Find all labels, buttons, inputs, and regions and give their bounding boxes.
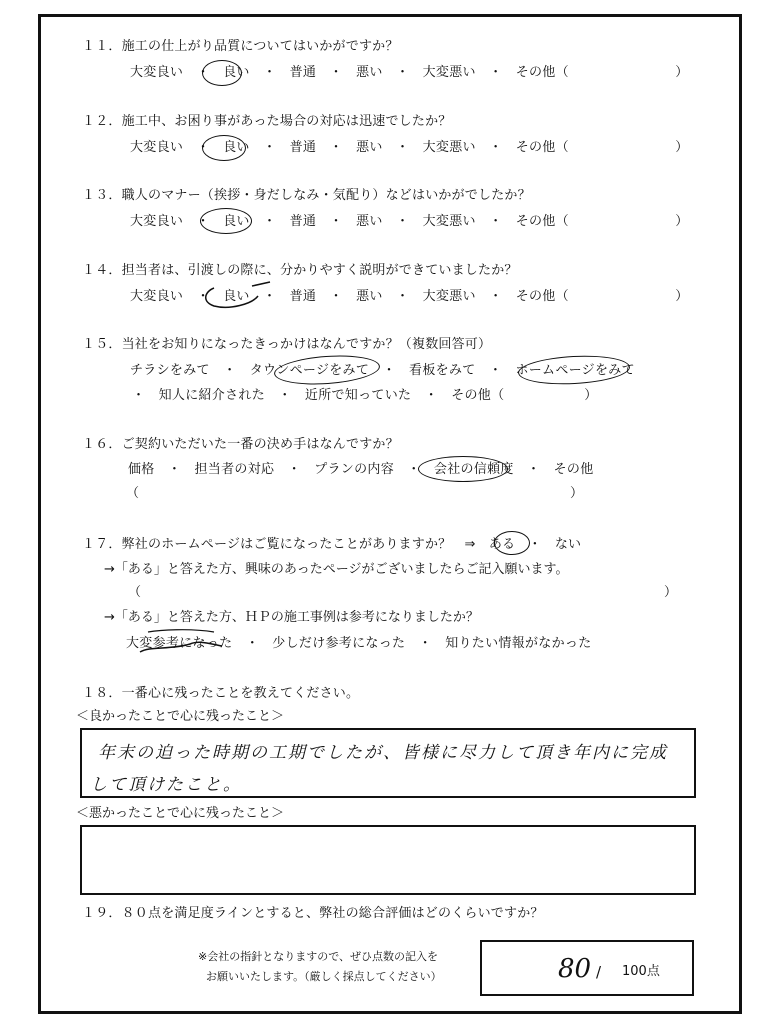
score-box[interactable] [480, 940, 694, 996]
question-13: １３．職人のマナー（挨拶・身だしなみ・気配り）などはいかがでしたか？ [82, 188, 531, 203]
question-11: １１．施工の仕上がり品質についてはいかがですか？ [82, 39, 399, 54]
question-17-open-paren: （ [128, 585, 142, 600]
good-memory-answer-line2: して頂けたこと。 [90, 775, 242, 795]
score-max: 100点 [622, 964, 660, 979]
bad-memory-label: ＜悪かったことで心に残ったこと＞ [76, 806, 285, 821]
q13-selection-circle [200, 208, 252, 234]
question-12-options[interactable]: 大変良い ・ 良い ・ 普通 ・ 悪い ・ 大変悪い ・ その他（ ） [130, 140, 689, 155]
question-15: １５．当社をお知りになったきっかけはなんですか？（複数回答可） [82, 337, 492, 352]
question-15-options-line2[interactable]: ・ 知人に紹介された ・ 近所で知っていた ・ その他（ ） [132, 388, 598, 403]
question-17-sub2-options[interactable]: 大変参考になった ・ 少しだけ参考になった ・ 知りたい情報がなかった [126, 636, 592, 651]
question-16-close-paren: ） [570, 486, 584, 501]
score-note-line1: ※会社の指針となりますので、ぜひ点数の記入を [198, 950, 438, 963]
good-memory-answer-line1: 年末の迫った時期の工期でしたが、皆様に尽力して頂き年内に完成 [98, 743, 668, 763]
question-14: １４．担当者は、引渡しの際に、分かりやすく説明ができていましたか？ [82, 263, 518, 278]
question-17-close-paren: ） [664, 585, 678, 600]
score-value: 80 [558, 954, 592, 984]
question-17[interactable]: １７．弊社のホームページはご覧になったことがありますか？ ⇒ ある ・ ない [82, 537, 582, 552]
score-note-line2: お願いいたします。（厳しく採点してください） [206, 970, 442, 983]
q12-selection-circle [202, 135, 246, 161]
good-memory-label: ＜良かったことで心に残ったこと＞ [76, 709, 285, 724]
question-16: １６．ご契約いただいた一番の決め手はなんですか？ [82, 437, 399, 452]
question-12: １２．施工中、お困り事があった場合の対応は迅速でしたか？ [82, 114, 452, 129]
question-16-open-paren: （ [126, 486, 140, 501]
question-19: １９．８０点を満足度ラインとすると、弊社の総合評価はどのくらいですか？ [82, 906, 544, 921]
q16-selection-circle [418, 456, 508, 482]
score-slash: / [596, 963, 602, 981]
question-15-options-line1[interactable]: チラシをみて ・ タウンページをみて ・ 看板をみて ・ ホームページをみて [130, 363, 635, 378]
bad-memory-answer-box[interactable] [80, 825, 696, 895]
question-13-options[interactable]: 大変良い ・ 良い ・ 普通 ・ 悪い ・ 大変悪い ・ その他（ ） [130, 214, 689, 229]
q11-selection-circle [202, 60, 242, 86]
question-11-options[interactable]: 大変良い ・ 良い ・ 普通 ・ 悪い ・ 大変悪い ・ その他（ ） [130, 65, 689, 80]
good-memory-answer-box[interactable] [80, 728, 696, 798]
question-18: １８．一番心に残ったことを教えてください。 [82, 686, 360, 701]
question-17-sub2: →「ある」と答えた方、ＨＰの施工事例は参考になりましたか？ [104, 610, 479, 625]
q17-selection-circle [494, 531, 530, 555]
question-16-options[interactable]: 価格 ・ 担当者の対応 ・ プランの内容 ・ 会社の信頼度 ・ その他 [128, 462, 594, 477]
question-14-options[interactable]: 大変良い ・ 良い ・ 普通 ・ 悪い ・ 大変悪い ・ その他（ ） [130, 289, 689, 304]
question-17-sub1: →「ある」と答えた方、興味のあったページがございましたらご記入願います。 [104, 562, 569, 577]
